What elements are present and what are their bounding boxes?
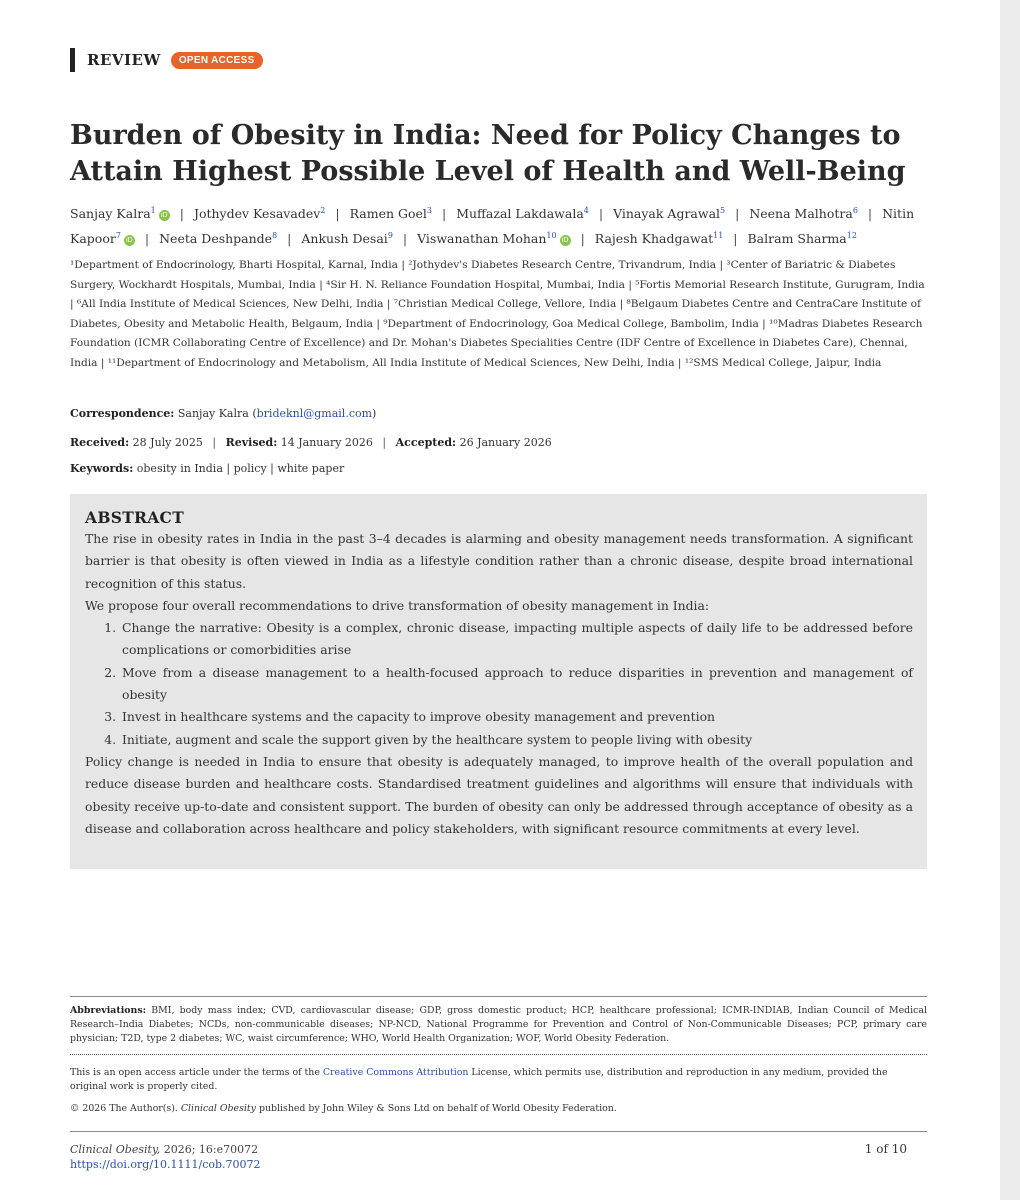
author-name: Neeta Deshpande (159, 231, 273, 247)
author-separator: | (867, 206, 873, 222)
date-separator: | (382, 436, 387, 449)
article-type: REVIEW (87, 51, 161, 69)
author-name: Ramen Goel (349, 206, 427, 222)
author-list (70, 200, 930, 250)
author-affiliation-number: 2 (320, 206, 326, 215)
author-affiliation-number: 11 (713, 231, 724, 241)
doi-link[interactable]: https://doi.org/10.1111/cob.70072 (70, 1158, 261, 1171)
author-separator: | (402, 231, 408, 247)
copyright (70, 1103, 927, 1114)
affiliations: ¹Department of Endocrinology, Bharti Hospital, Karnal, India | ²Jothydev's Diabetes Research Centre, Trivandrum, India | ³Center of Bariatric & Diabetes Surgery, Wockhardt Hospitals, Mumbai, India | ⁴Sir H. N. Reliance Foundation Hospital, Mumbai, India | ⁵Fortis Memorial Research Institute, Gurugram, India | ⁶All India Institute of Medical Sciences, New Delhi, India | ⁷Christian Medical College, Vellore, India | ⁸Belgaum Diabetes Centre and CentraCare Institute of Diabetes, Obesity and Metabolic Health, Belgaum, India | ⁹Department of Endocrinology, Goa Medical College, Bambolim, India | ¹⁰Madras Diabetes Research Foundation (ICMR Collaborating Centre of Excellence) and Dr. Mohan's Diabetes Specialities Centre (IDF Centre of Excellence in Diabetes Care), Chennai, India | ¹¹Department of Endocrinology and Metabolism, All India Institute of Medical Sciences, New Delhi, India | ¹²SMS Medical College, Jaipur, India (70, 259, 925, 369)
article-dates (70, 436, 552, 449)
author-name: Viswanathan Mohan (417, 231, 547, 247)
author-name: Nitin Kapoor (70, 206, 915, 247)
author-name: Neena Malhotra (749, 206, 853, 222)
footer-divider (70, 1131, 927, 1132)
author-name: Vinayak Agrawal (613, 206, 721, 222)
author (749, 206, 858, 221)
author-name: Rajesh Khadgawat (594, 231, 714, 247)
abstract-heading: ABSTRACT (85, 508, 185, 527)
keywords-value: obesity in India | policy | white paper (136, 462, 345, 475)
date-separator: | (212, 436, 217, 449)
abstract-paragraph-2: We propose four overall recommendations to drive transformation of obesity management in India: (85, 597, 710, 613)
license-post: License, which permits use, distribution and reproduction in any medium, provided the original work is properly cited. (70, 1067, 888, 1092)
keywords-label: Keywords: (70, 462, 134, 475)
dotted-divider (70, 1054, 927, 1055)
abbreviations (70, 1004, 927, 1046)
author-separator: | (144, 231, 150, 247)
author-affiliation-number: 12 (846, 231, 857, 241)
abbreviations-label: Abbreviations: (70, 1005, 147, 1016)
copyright-pre: © 2026 The Author(s). (70, 1103, 181, 1114)
author-affiliation-number: 10 (546, 231, 557, 241)
author-separator: | (733, 231, 738, 247)
license-statement (70, 1066, 927, 1094)
author-separator: | (179, 206, 184, 222)
copyright-journal: Clinical Obesity (180, 1103, 256, 1114)
author-name: Jothydev Kesavadev (193, 206, 321, 222)
correspondence-label: Correspondence: (70, 407, 175, 420)
footer-citation (70, 1142, 261, 1172)
author-affiliation-number: 6 (852, 206, 858, 215)
orcid-icon[interactable]: iD (159, 210, 170, 221)
author-name: Balram Sharma (747, 231, 847, 247)
author-separator: | (598, 206, 604, 222)
author (301, 231, 393, 246)
accepted-date: 26 January 2026 (459, 436, 552, 449)
paper-title: Burden of Obesity in India: Need for Policy Changes to Attain Highest Possible Level of Health and Well-Being (70, 120, 906, 187)
author-affiliation-number: 7 (115, 231, 121, 241)
revised-label: Revised: (225, 436, 278, 449)
viewer-margin (1000, 0, 1020, 1200)
recommendation-item: 3. Invest in healthcare systems and the capacity to improve obesity management and prevention (120, 706, 913, 728)
abstract-paragraph-1: The rise in obesity rates in India in the past 3–4 decades is alarming and obesity management needs transformation. A significant barrier is that obesity is often viewed in India as a lifestyle condition rather than a chronic disease, despite broad international recognition of this status. (85, 531, 913, 591)
received-date: 28 July 2025 (132, 436, 203, 449)
license-link[interactable]: Creative Commons Attribution (322, 1067, 469, 1078)
accepted-label: Accepted: (395, 436, 457, 449)
received-label: Received: (70, 436, 130, 449)
author-separator: | (287, 231, 292, 247)
correspondence-close: ) (372, 407, 377, 420)
author-affiliation-number: 5 (720, 206, 726, 215)
abstract-paragraph-3: Policy change is needed in India to ensure that obesity is adequately managed, to improve health of the overall population and reduce disease burden and healthcare costs. Standardised treatment guidelines and algorithms will ensure that individuals with obesity receive up-to-date and consistent support. The burden of obesity can only be addressed through acceptance of obesity as a disease and collaboration across healthcare and policy stakeholders, with significant resource commitments at every level. (85, 753, 913, 836)
author-affiliation-number: 1 (150, 206, 156, 215)
divider (70, 996, 927, 997)
author-name: Sanjay Kalra (70, 206, 151, 222)
footer-journal-name: Clinical Obesity, (70, 1143, 161, 1156)
correspondence-name: Sanjay Kalra ( (177, 407, 257, 420)
revised-date: 14 January 2026 (280, 436, 373, 449)
author-name: Ankush Desai (301, 231, 388, 247)
footer-volume: 2026; 16:e70072 (160, 1143, 259, 1156)
recommendation-item: 2. Move from a disease management to a health-focused approach to reduce disparities in prevention and management of obesity (120, 662, 913, 707)
recommendation-item: 1. Change the narrative: Obesity is a complex, chronic disease, impacting multiple aspects of daily life to be addressed before complications or comorbidities arise (120, 617, 913, 662)
abstract-box (70, 494, 927, 869)
author (159, 231, 277, 246)
author-affiliation-number: 8 (272, 231, 278, 241)
author (417, 231, 571, 246)
correspondence-email[interactable]: brideknl@gmail.com (256, 407, 373, 420)
author-affiliation-number: 9 (387, 231, 393, 241)
author (194, 206, 325, 221)
author-affiliation-number: 4 (583, 206, 589, 215)
author-separator: | (580, 231, 585, 247)
author-separator: | (335, 206, 340, 222)
correspondence (70, 407, 376, 420)
open-access-badge: OPEN ACCESS (171, 52, 263, 69)
author (748, 231, 857, 246)
author-separator: | (735, 206, 740, 222)
author-affiliation-number: 3 (426, 206, 433, 215)
author-separator: | (442, 206, 447, 222)
copyright-post: published by John Wiley & Sons Ltd on behalf of World Obesity Federation. (255, 1103, 617, 1114)
orcid-icon[interactable]: iD (124, 235, 135, 246)
article-type-header (70, 48, 263, 72)
author (613, 206, 725, 221)
author (456, 206, 589, 221)
license-pre: This is an open access article under the terms of the (70, 1067, 323, 1078)
header-bar (70, 48, 75, 72)
author (595, 231, 724, 246)
recommendation-item: 4. Initiate, augment and scale the support given by the healthcare system to people living with obesity (120, 729, 913, 751)
author (350, 206, 432, 221)
page-number: 1 of 10 (864, 1142, 907, 1156)
recommendations-list (85, 617, 913, 751)
keywords (70, 462, 344, 475)
author (70, 206, 170, 221)
abbreviations-text: BMI, body mass index; CVD, cardiovascular disease; GDP, gross domestic product; HCP, healthcare professional; ICMR-INDIAB, Indian Council of Medical Research–India Diabetes; NCDs, non-communicable diseases; NP-NCD, National Programme for Prevention and Control of Non-Communicable Diseases; PCP, primary care physician; T2D, type 2 diabetes; WC, waist circumference; WHO, World Health Organization; WOF, World Obesity Federation. (70, 1005, 927, 1044)
orcid-icon[interactable]: iD (560, 235, 571, 246)
author-name: Muffazal Lakdawala (456, 206, 584, 222)
